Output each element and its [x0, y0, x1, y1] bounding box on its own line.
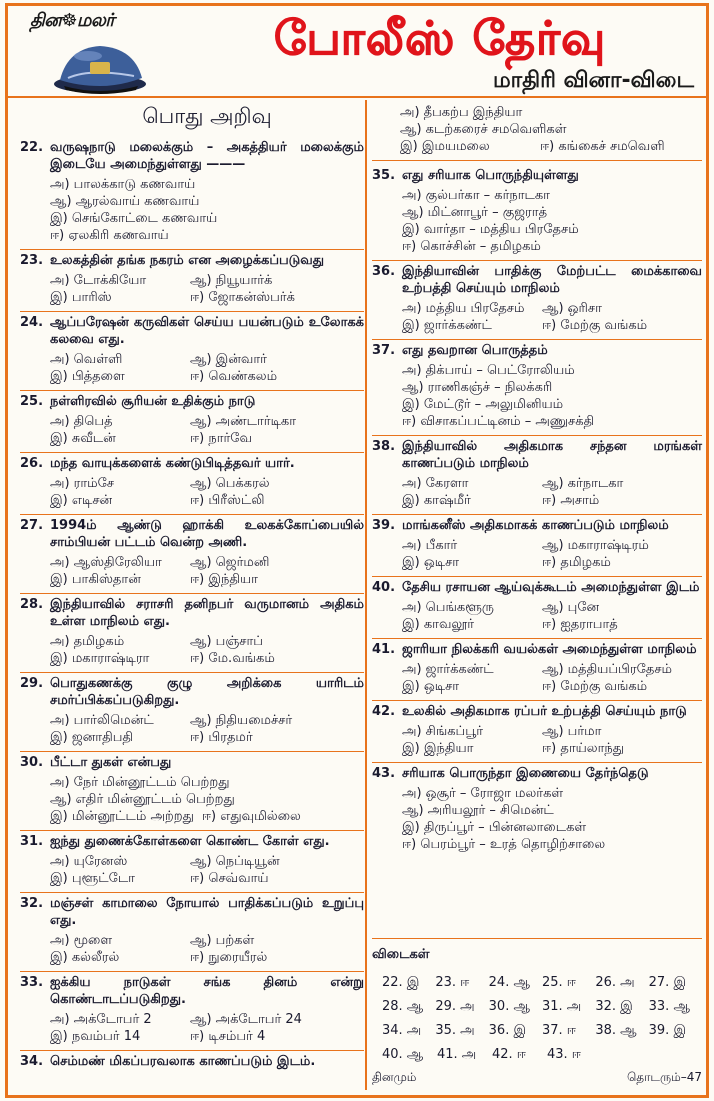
- question-number: 35.: [372, 168, 396, 183]
- question-item: [372, 515, 702, 577]
- answer-cell: 25. ஈ: [541, 975, 576, 990]
- option: ஆ) இன்வார்: [190, 352, 267, 367]
- left-question-list: [20, 137, 364, 1075]
- question-text: மந்த வாயுக்களைக் கண்டுபிடித்தவர் யார்.: [50, 456, 295, 471]
- option-row: [402, 678, 702, 695]
- option: இ) நவம்பர் 14: [50, 1029, 141, 1044]
- answer-cell: 22. இ: [382, 975, 420, 990]
- question-text: ஐந்து துணைக்கோள்களை கொண்ட கோள் எது.: [50, 834, 330, 849]
- option: ஈ) தமிழகம்: [542, 555, 611, 570]
- question-head: [372, 579, 702, 596]
- question-text: இந்தியாவில் அதிகமாக சந்தன மரங்கள் காணப்படும் மாநிலம்: [402, 439, 702, 471]
- question-head: [20, 833, 364, 850]
- question-text: ஆப்பரேஷன் கருவிகள் செய்ய பயன்படும் உலோகக் கலவை எது.: [50, 315, 364, 347]
- option: ஈ) ஐதராபாத்: [542, 617, 618, 632]
- question-head: [372, 641, 702, 658]
- question-options: [402, 599, 702, 633]
- question-head: [372, 263, 702, 297]
- question-head: [20, 393, 364, 410]
- question-number: 36.: [372, 264, 396, 279]
- question-text: உலகில் அதிகமாக ரப்பர் உற்பத்தி செய்யும் நாடு: [402, 704, 687, 719]
- option: இ) மின்னூட்டம் அற்றது: [50, 809, 194, 824]
- option: இ) செங்கோட்டை கணவாய்: [50, 211, 218, 226]
- option-row: [50, 633, 364, 650]
- answer-cell: 24. ஆ: [488, 975, 530, 990]
- option: இ) ஜார்க்கண்ட்: [402, 318, 492, 333]
- question-options: [402, 475, 702, 509]
- answer-cell: 29. அ: [435, 999, 475, 1014]
- right-question-list: [372, 165, 702, 858]
- question-options: [50, 475, 364, 509]
- option: இ) மகாராஷ்டிரா: [50, 651, 150, 666]
- answer-cell: 41. அ: [437, 1047, 477, 1062]
- question-head: [372, 517, 702, 534]
- question-text: நள்ளிரவில் சூரியன் உதிக்கும் நாடு: [50, 394, 256, 409]
- answers-grid: [372, 971, 702, 1067]
- question-head: [20, 1053, 364, 1070]
- question-number: 38.: [372, 439, 396, 454]
- option: அ) குல்பர்கா – கர்நாடகா: [402, 188, 550, 203]
- question-options: [402, 362, 702, 430]
- option: ஆ) ஜெர்மனி: [190, 555, 270, 570]
- option: ஈ) கங்கைச் சமவெளி: [540, 139, 665, 154]
- answers-title: விடைகள்: [372, 938, 702, 963]
- answers-row: [382, 1019, 702, 1043]
- option: ஆ) கர்நாடகா: [542, 476, 624, 491]
- question-number: 42.: [372, 704, 396, 719]
- option: ஈ) மேற்கு வங்கம்: [542, 679, 648, 694]
- question-options: [402, 537, 702, 571]
- question-text: செம்மண் மிகப்பரவலாக காணப்படும் இடம்.: [50, 1054, 316, 1069]
- option: ஈ) விசாகப்பட்டினம் – அணுசக்தி: [402, 414, 595, 429]
- option: இ) எடிசன்: [50, 493, 113, 508]
- question-text: 1994ம் ஆண்டு ஹாக்கி உலகக்கோப்பையில் சாம்பியன் பட்டம் வென்ற அணி.: [50, 518, 364, 550]
- option: ஆ) பஞ்சாப்: [190, 634, 263, 649]
- question-options: [50, 176, 364, 244]
- option-row: [50, 272, 364, 289]
- option-row: [402, 616, 702, 633]
- question-head: [372, 438, 702, 472]
- option-row: [50, 870, 364, 887]
- option: ஆ) ஒரிசா: [542, 301, 602, 316]
- question-number: 22.: [20, 140, 44, 155]
- question-item: [20, 831, 364, 893]
- question-number: 43.: [372, 766, 396, 781]
- question-item: [372, 340, 702, 436]
- column-divider: [365, 100, 367, 1090]
- answer-cell: 37. ஈ: [541, 1023, 576, 1038]
- option: அ) டோக்கியோ: [50, 273, 147, 288]
- answer-cell: 26. அ: [595, 975, 635, 990]
- option: இ) பாரிஸ்: [50, 290, 112, 305]
- option: அ) பார்லிமென்ட்: [50, 713, 154, 728]
- question-item: [20, 1051, 364, 1075]
- option: ஆ) பற்கள்: [190, 933, 255, 948]
- question-item: [20, 250, 364, 312]
- question-item: [20, 893, 364, 972]
- option: அ) திக்பாய் – பெட்ரோலியம்: [402, 363, 575, 378]
- option: ஆ) நிதியமைச்சர்: [190, 713, 293, 728]
- question-text: மாங்கனீஸ் அதிகமாகக் காணப்படும் மாநிலம்: [402, 518, 669, 533]
- option: ஆ) பெக்கரல்: [190, 476, 270, 491]
- option: அ) ஒசூர் – ரோஜா மலர்கள்: [402, 786, 564, 801]
- answer-cell: 35. அ: [435, 1023, 475, 1038]
- answer-cell: 27. இ: [648, 975, 687, 990]
- question-item: [372, 763, 702, 858]
- option-row: [50, 808, 364, 825]
- question-head: [20, 252, 364, 269]
- option: இ) காஷ்மீர்: [402, 493, 471, 508]
- option: இ) கல்லீரல்: [50, 950, 120, 965]
- option: ஈ) மேற்கு வங்கம்: [542, 318, 648, 333]
- option: அ) வெள்ளி: [50, 352, 123, 367]
- option-row: [50, 650, 364, 667]
- question-options: [50, 1011, 364, 1045]
- option: அ) ராம்சே: [50, 476, 115, 491]
- option: இ) இந்தியா: [402, 741, 474, 756]
- option: அ) மத்திய பிரதேசம்: [402, 301, 525, 316]
- answer-cell: 33. ஆ: [648, 999, 690, 1014]
- question-number: 25.: [20, 394, 44, 409]
- option: ஈ) செவ்வாய்: [190, 871, 269, 886]
- option: ஈ) நுரையீரல்: [190, 950, 268, 965]
- option: இ) மேட்டூர் – அலுமினியம்: [402, 397, 564, 412]
- question-number: 23.: [20, 253, 44, 268]
- option: அ) பெங்களூரு: [402, 600, 494, 615]
- question-item: [20, 515, 364, 594]
- answer-cell: 42. ஈ: [492, 1047, 526, 1062]
- option: அ) பாலக்காடு கணவாய்: [50, 177, 196, 192]
- option-row: [50, 554, 364, 571]
- question-item: [20, 391, 364, 453]
- option: இ) பித்தளை: [50, 369, 125, 384]
- answer-cell: 43. ஈ: [547, 1047, 581, 1062]
- answers-row: [382, 971, 702, 995]
- option-row: [402, 740, 702, 757]
- question-number: 30.: [20, 755, 44, 770]
- option: ஆ) நியூயார்க்: [190, 273, 273, 288]
- option-row: [402, 661, 702, 678]
- question-options: [402, 785, 702, 853]
- answer-cell: 28. ஆ: [382, 999, 424, 1014]
- option: இ) ஒடிசா: [402, 679, 460, 694]
- option: அ) மூளை: [50, 933, 113, 948]
- option: ஆ) மகாராஷ்டிரம்: [542, 538, 649, 553]
- option-row: [402, 300, 702, 317]
- option-row: [402, 537, 702, 554]
- question-number: 27.: [20, 518, 44, 533]
- question-text: இந்தியாவின் பாதிக்கு மேற்பட்ட மைக்காவை உற்பத்தி செய்யும் மாநிலம்: [402, 264, 702, 296]
- question-text: பீட்டா துகள் என்பது: [50, 755, 172, 770]
- option: அ) திபெத்: [50, 414, 113, 429]
- page-title: போலீஸ் தேர்வு: [273, 11, 607, 65]
- option-row: [400, 138, 702, 155]
- option: ஈ) பெரம்பூர் – உரத் தொழிற்சாலை: [402, 837, 606, 852]
- option: ஆ) ஆரல்வாய் கணவாய்: [50, 194, 200, 209]
- logo-text: தின☸மலர்: [30, 10, 115, 31]
- option: அ) நேர் மின்னூட்டம் பெற்றது: [50, 775, 230, 790]
- answer-cell: 40. ஆ: [382, 1047, 424, 1062]
- option-row: [50, 571, 364, 588]
- option: அ) யுரேனஸ்: [50, 854, 128, 869]
- question-item: [20, 673, 364, 752]
- question-number: 39.: [372, 518, 396, 533]
- question-item: [20, 972, 364, 1051]
- left-column: [20, 104, 364, 1075]
- question-item: [20, 752, 364, 831]
- question-34-options: [372, 104, 702, 161]
- option: அ) கேரளா: [402, 476, 469, 491]
- question-head: [20, 974, 364, 1008]
- question-options: [402, 723, 702, 757]
- option: அ) ஜார்க்கண்ட்: [402, 662, 494, 677]
- question-number: 24.: [20, 315, 44, 330]
- option: ஈ) தாய்லாந்து: [542, 741, 624, 756]
- option-row: [402, 492, 702, 509]
- police-cap-icon: [50, 40, 150, 96]
- question-options: [50, 554, 364, 588]
- question-item: [372, 261, 702, 340]
- option: ஈ) கொச்சின் – தமிழகம்: [402, 239, 541, 254]
- question-text: உலகத்தின் தங்க நகரம் என அழைக்கப்படுவது: [50, 253, 324, 268]
- answer-cell: 32. இ: [595, 999, 633, 1014]
- option: ஆ) புனே: [542, 600, 600, 615]
- answers-box: [372, 938, 702, 1067]
- question-options: [402, 661, 702, 695]
- question-item: [372, 436, 702, 515]
- question-item: [372, 577, 702, 639]
- option-row: [50, 729, 364, 746]
- option: ஆ) பர்மா: [542, 724, 602, 739]
- answer-cell: 23. ஈ: [435, 975, 470, 990]
- option: ஈ) எதுவுமில்லை: [201, 809, 301, 824]
- right-column: [372, 104, 702, 858]
- option: ஆ) அரியலூர் – சிமென்ட்: [402, 803, 554, 818]
- option: ஆ) மத்தியப்பிரதேசம்: [542, 662, 672, 677]
- answers-row: [382, 995, 702, 1019]
- question-options: [50, 932, 364, 966]
- option: ஈ) அசாம்: [542, 493, 600, 508]
- question-number: 28.: [20, 597, 44, 612]
- answer-cell: 34. அ: [382, 1023, 422, 1038]
- option: இ) பாகிஸ்தான்: [50, 572, 141, 587]
- option: ஆ) எதிர் மின்னூட்டம் பெற்றது: [50, 792, 235, 807]
- option: இ) ஜனாதிபதி: [50, 730, 134, 745]
- question-item: [20, 137, 364, 250]
- option-row: [50, 430, 364, 447]
- option-row: [50, 368, 364, 385]
- question-head: [372, 167, 702, 184]
- question-head: [372, 342, 702, 359]
- question-text: ஜாரியா நிலக்கரி வயல்கள் அமைந்துள்ள மாநிலம்: [402, 642, 697, 657]
- option: ஈ) ஏலகிரி கணவாய்: [50, 228, 169, 243]
- option: ஈ) ஜோகன்ஸ்பர்க்: [190, 290, 295, 305]
- option-row: [50, 1028, 364, 1045]
- question-item: [372, 639, 702, 701]
- option-row: [402, 723, 702, 740]
- question-options: [50, 351, 364, 385]
- question-number: 41.: [372, 642, 396, 657]
- footer-right: தொடரும்–47: [626, 1070, 702, 1084]
- answer-cell: 38. ஆ: [595, 1023, 637, 1038]
- option: இ) இமயமலை: [400, 139, 490, 154]
- option-row: [50, 289, 364, 306]
- question-options: [50, 413, 364, 447]
- question-head: [372, 703, 702, 720]
- footer: [372, 1070, 702, 1086]
- question-head: [20, 314, 364, 348]
- section-title: பொது அறிவு: [142, 104, 272, 128]
- option: அ) சிங்கப்பூர்: [402, 724, 483, 739]
- option-row: [50, 712, 364, 729]
- footer-left: தினமும்: [372, 1070, 417, 1084]
- option-row: [50, 949, 364, 966]
- option: ஈ) வெண்கலம்: [190, 369, 278, 384]
- option: ஆ) நெப்டியூன்: [190, 854, 280, 869]
- option-row: [50, 1011, 364, 1028]
- question-options: [50, 774, 364, 825]
- answer-cell: 39. இ: [648, 1023, 687, 1038]
- option: ஆ) ராணிகஞ்ச் – நிலக்கரி: [402, 380, 553, 395]
- option: இ) காவலூர்: [402, 617, 475, 632]
- question-options: [50, 853, 364, 887]
- page-subtitle: மாதிரி வினா-விடை: [492, 68, 694, 93]
- question-number: 33.: [20, 975, 44, 990]
- option-row: [402, 554, 702, 571]
- question-head: [20, 596, 364, 630]
- question-head: [372, 765, 702, 782]
- question-number: 31.: [20, 834, 44, 849]
- question-number: 34.: [20, 1054, 44, 1069]
- option: ஈ) பிரீஸ்ட்லி: [190, 493, 265, 508]
- answers-row: [382, 1043, 702, 1067]
- answer-cell: 30. ஆ: [488, 999, 530, 1014]
- question-options: [50, 272, 364, 306]
- question-number: 32.: [20, 896, 44, 911]
- option: இ) சுவீடன்: [50, 431, 116, 446]
- question-number: 26.: [20, 456, 44, 471]
- option-row: [50, 932, 364, 949]
- answer-cell: 31. அ: [541, 999, 582, 1014]
- question-head: [20, 139, 364, 173]
- question-number: 29.: [20, 676, 44, 691]
- question-head: [20, 754, 364, 771]
- question-text: இந்தியாவில் சராசரி தனிநபர் வருமானம் அதிகம் உள்ள மாநிலம் எது.: [50, 597, 364, 629]
- option-row: [50, 475, 364, 492]
- question-text: வருஷநாடு மலைக்கும் – அகத்தியர் மலைக்கும் இடையே அமைந்துள்ளது ———: [50, 140, 364, 172]
- option-row: [50, 351, 364, 368]
- option: ஈ) இந்தியா: [190, 572, 258, 587]
- option: ஈ) நார்வே: [190, 431, 252, 446]
- dinamalar-logo: [22, 10, 162, 96]
- question-text: எது தவறான பொருத்தம்: [402, 343, 548, 358]
- question-head: [20, 455, 364, 472]
- question-item: [20, 453, 364, 515]
- option: ஆ) அக்டோபர் 24: [190, 1012, 302, 1027]
- option: ஆ) மிட்னாபூர் – குஜராத்: [402, 205, 548, 220]
- option-row: [402, 599, 702, 616]
- question-text: எது சரியாக பொருந்தியுள்ளது: [402, 168, 579, 183]
- option: அ) தமிழகம்: [50, 634, 125, 649]
- option: இ) ஒடிசா: [402, 555, 460, 570]
- question-number: 37.: [372, 343, 396, 358]
- question-options: [50, 633, 364, 667]
- question-text: ஐக்கிய நாடுகள் சங்க தினம் என்று கொண்டாடப்படுகிறது.: [50, 975, 364, 1007]
- question-item: [20, 594, 364, 673]
- question-text: சரியாக பொருந்தா இணையை தேர்ந்தெடு: [402, 766, 649, 781]
- question-text: மஞ்சள் காமாலை நோயால் பாதிக்கப்படும் உறுப்பு எது.: [50, 896, 364, 928]
- header: [8, 6, 706, 98]
- option: இ) வார்தா – மத்திய பிரதேசம்: [402, 222, 579, 237]
- option: அ) ஆஸ்திரேலியா: [50, 555, 162, 570]
- question-text: பொதுகணக்கு குழு அறிக்கை யாரிடம் சமர்ப்பிக்கப்படுகிறது.: [50, 676, 364, 708]
- question-head: [20, 517, 364, 551]
- question-text: தேசிய ரசாயன ஆய்வுக்கூடம் அமைந்துள்ள இடம்: [402, 580, 700, 595]
- question-options: [50, 712, 364, 746]
- option: ஈ) மே.வங்கம்: [190, 651, 275, 666]
- option: இ) புளூட்டோ: [50, 871, 135, 886]
- option: அ) அக்டோபர் 2: [50, 1012, 152, 1027]
- question-item: [372, 165, 702, 261]
- question-item: [372, 701, 702, 763]
- answer-cell: 36. இ: [488, 1023, 527, 1038]
- option: இ) திருப்பூர் – பின்னலாடைகள்: [402, 820, 587, 835]
- option: ஆ) அண்டார்டிகா: [190, 414, 297, 429]
- option-row: [50, 492, 364, 509]
- question-item: [20, 312, 364, 391]
- option: அ) தீபகற்ப இந்தியா: [400, 105, 523, 120]
- option-row: [402, 317, 702, 334]
- question-options: [402, 187, 702, 255]
- question-number: 40.: [372, 580, 396, 595]
- option: ஈ) டிசம்பர் 4: [190, 1029, 266, 1044]
- option-row: [402, 475, 702, 492]
- question-options: [402, 300, 702, 334]
- option: ஆ) கடற்கரைச் சமவெளிகள்: [400, 122, 567, 137]
- question-head: [20, 675, 364, 709]
- question-head: [20, 895, 364, 929]
- option: அ) பீகார்: [402, 538, 458, 553]
- option-row: [50, 853, 364, 870]
- option-row: [50, 413, 364, 430]
- option: ஈ) பிரதமர்: [190, 730, 253, 745]
